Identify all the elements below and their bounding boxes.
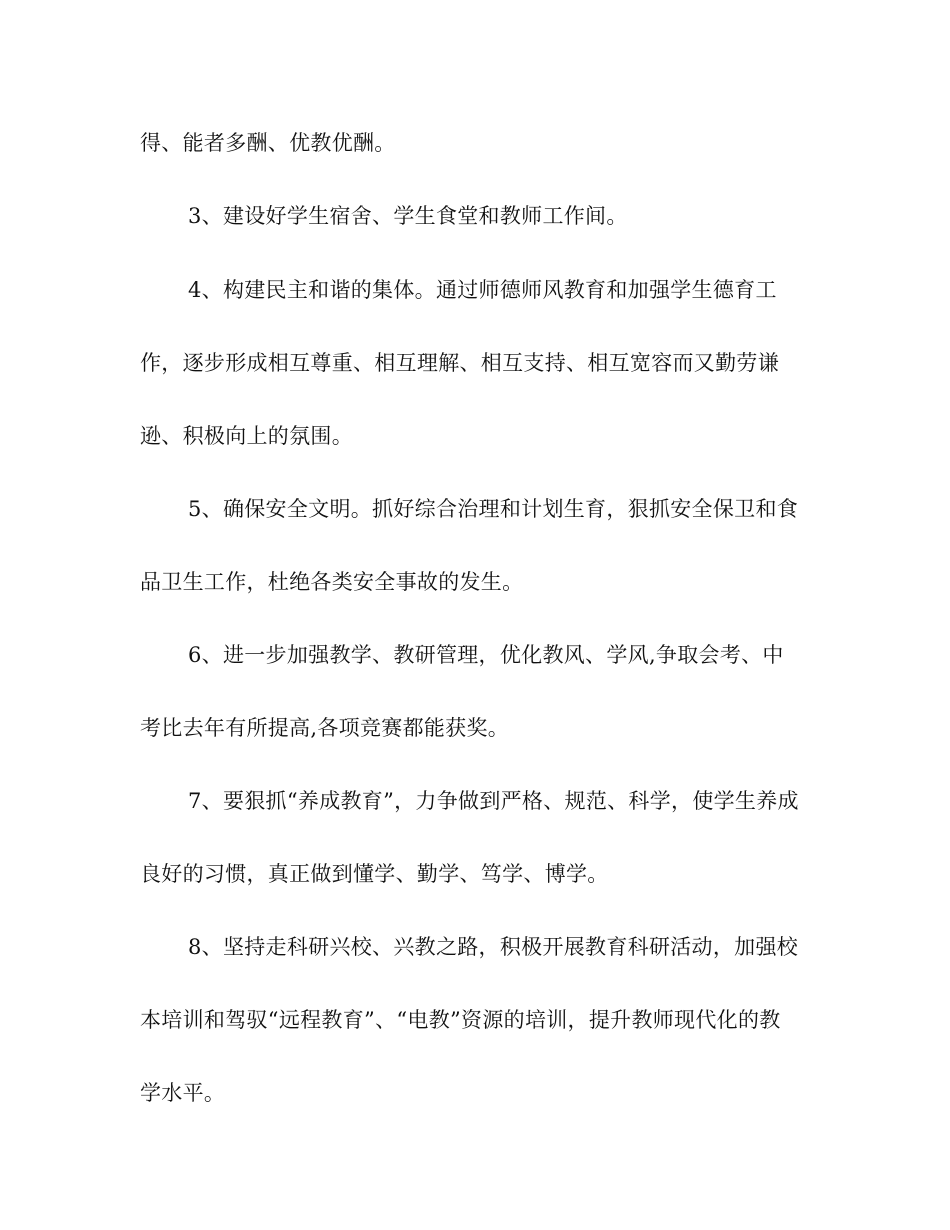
text-line: 得、能者多酬、优教优酬。 bbox=[140, 131, 396, 155]
text-line: 8、坚持走科研兴校、兴教之路，积极开展教育科研活动，加强校 bbox=[188, 935, 799, 959]
text-line: 作，逐步形成相互尊重、相互理解、相互支持、相互宽容而又勤劳谦 bbox=[140, 351, 779, 375]
text-line: 品卫生工作，杜绝各类安全事故的发生。 bbox=[140, 570, 524, 594]
text-line: 逊、积极向上的氛围。 bbox=[140, 424, 353, 448]
text-line: 6、进一步加强教学、教研管理，优化教风、学风,争取会考、中 bbox=[188, 643, 784, 667]
text-line: 5、确保安全文明。抓好综合治理和计划生育，狠抓安全保卫和食 bbox=[188, 497, 799, 521]
text-line: 良好的习惯，真正做到懂学、勤学、笃学、博学。 bbox=[140, 862, 609, 886]
text-line: 7、要狠抓“养成教育”，力争做到严格、规范、科学，使学生养成 bbox=[188, 789, 799, 813]
text-line: 学水平。 bbox=[140, 1081, 226, 1105]
text-line: 本培训和驾驭“远程教育”、“电教”资源的培训，提升教师现代化的教 bbox=[140, 1008, 781, 1032]
text-line: 4、构建民主和谐的集体。通过师德师风教育和加强学生德育工 bbox=[188, 278, 777, 302]
text-line: 考比去年有所提高,各项竞赛都能获奖。 bbox=[140, 716, 510, 740]
text-line: 3、建设好学生宿舍、学生食堂和教师工作间。 bbox=[188, 204, 628, 228]
